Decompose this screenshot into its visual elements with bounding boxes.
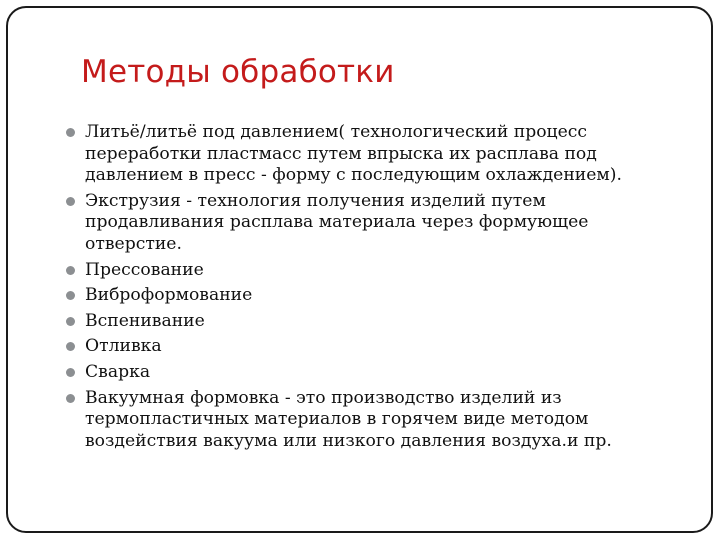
list-item (66, 122, 666, 187)
list-item (66, 388, 666, 453)
bullet-icon (66, 291, 75, 300)
list-item-text: Экструзия - технология получения изделий путем продавливания расплава материала через формующее отверстие. (85, 190, 589, 254)
bullet-icon (66, 266, 75, 275)
list-item (66, 191, 666, 256)
list-item-text: Прессование (85, 259, 204, 280)
list-item (66, 311, 666, 333)
bullet-icon (66, 197, 75, 206)
list-item (66, 285, 666, 307)
bullet-icon (66, 342, 75, 351)
bullet-icon (66, 368, 75, 377)
bullet-icon (66, 317, 75, 326)
bullet-list (66, 122, 666, 456)
list-item-text: Отливка (85, 336, 162, 357)
bullet-icon (66, 128, 75, 137)
list-item-text: Вакуумная формовка - это производство изделий из термопластичных материалов в горячем виде методом воздействия вакуума или низкого давления воздуха.и пр. (85, 387, 612, 451)
list-item (66, 260, 666, 282)
list-item (66, 362, 666, 384)
list-item-text: Вспенивание (85, 310, 205, 331)
list-item-text: Литьё/литьё под давлением( технологический процесс переработки пластмасс путем впрыска их расплава под давлением в пресс - форму с последующим охлаждением). (85, 122, 622, 186)
bullet-icon (66, 394, 75, 403)
list-item (66, 336, 666, 358)
list-item-text: Сварка (85, 361, 151, 382)
list-item-text: Виброформование (85, 285, 253, 306)
slide-title: Методы обработки (81, 54, 395, 90)
